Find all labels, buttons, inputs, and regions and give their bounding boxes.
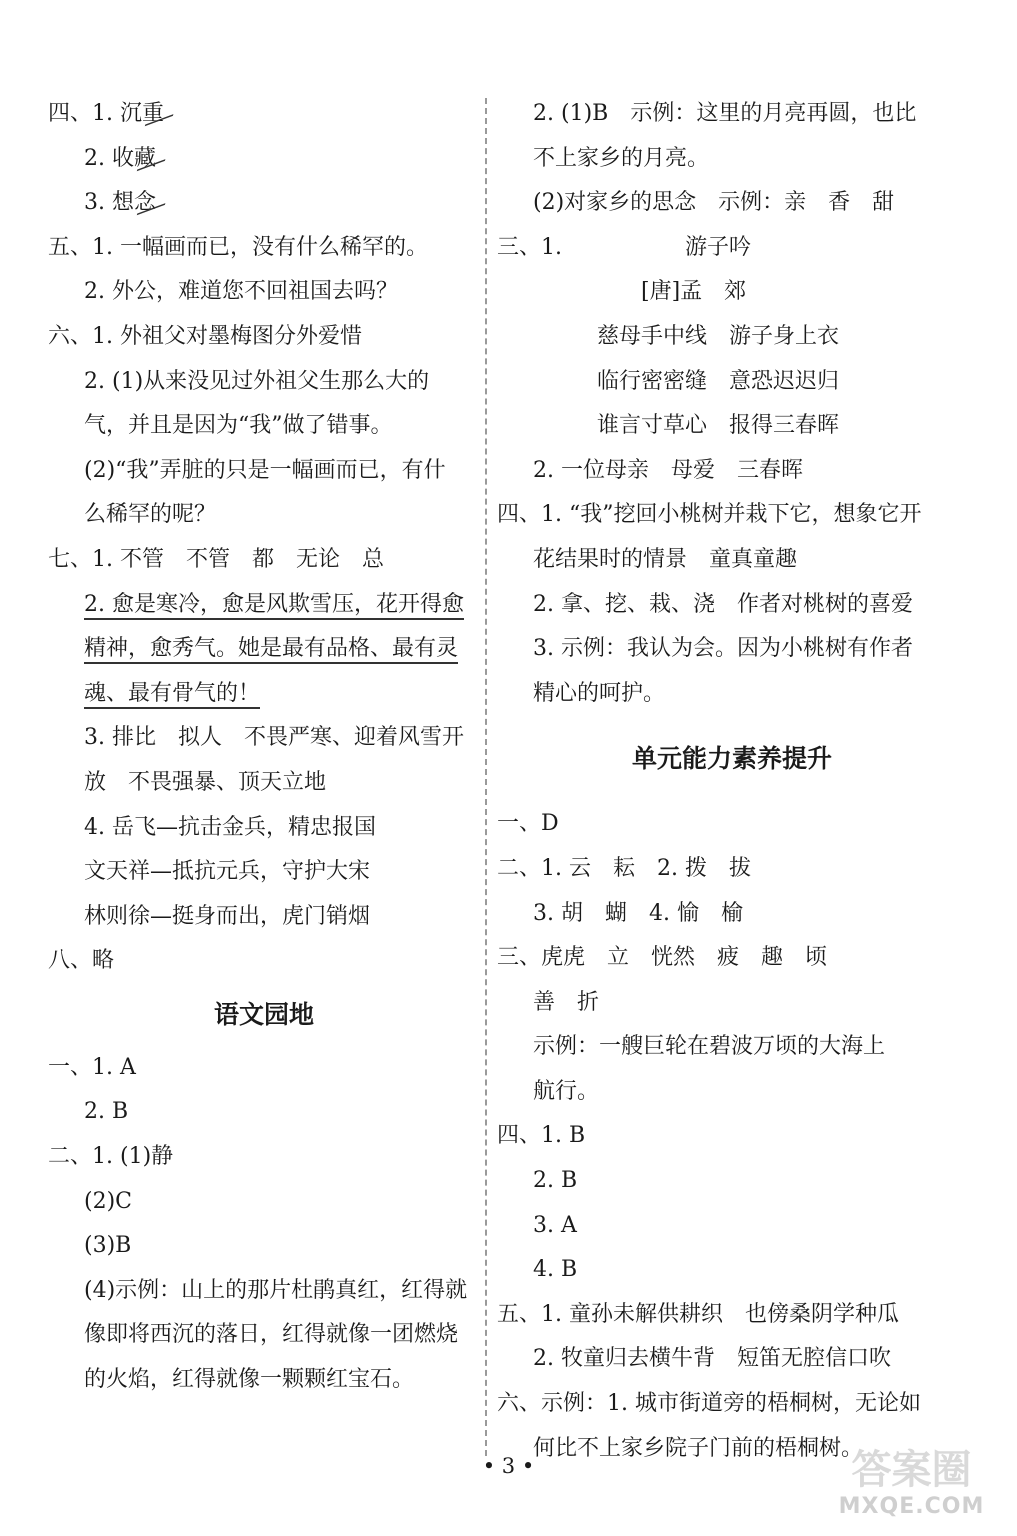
answer-line: 五、1. 一幅画而已，没有什么稀罕的。 xyxy=(48,234,428,260)
answer-line: 2. B xyxy=(84,1099,129,1125)
answer-line: 不上家乡的月亮。 xyxy=(533,145,710,171)
answer-line: 2. 愈是寒冷，愈是风欺雪压，花开得愈 xyxy=(48,583,480,628)
column-divider xyxy=(485,98,487,1456)
answer-line: 么稀罕的呢？ xyxy=(84,502,217,528)
answer-line: 3. A xyxy=(533,1212,577,1238)
left-column xyxy=(48,92,480,1403)
answer-line: 文天祥—抵抗元兵，守护大宋 xyxy=(84,859,371,885)
answer-line: 四、1. “我”挖回小桃树并栽下它，想象它开 xyxy=(497,502,922,528)
answer-line: 示例：一艘巨轮在碧波万顷的大海上 xyxy=(533,1034,886,1060)
page-number: • 3 • xyxy=(482,1454,535,1478)
answer-line: 气，并且是因为“我”做了错事。 xyxy=(84,413,393,439)
answer-line: 3. 想念 xyxy=(48,181,480,226)
answer-line: 4. B xyxy=(533,1257,578,1283)
answer-line: (2)对家乡的思念 示例：亲 香 甜 xyxy=(533,190,895,216)
answer-line: 二、1. (1)静 xyxy=(48,1144,174,1170)
answer-line: 善 折 xyxy=(533,989,600,1015)
answer-line: 二、1. 云 耘 2. 拨 拔 xyxy=(497,855,751,881)
answer-line: 2. 牧童归去横牛背 短笛无腔信口吹 xyxy=(533,1346,891,1372)
answer-line: 一、1. A xyxy=(48,1054,136,1080)
answer-line: 精神，愈秀气。她是最有品格、最有灵 xyxy=(48,627,480,672)
poem-author: [唐]孟 郊 xyxy=(641,279,747,305)
section-heading: 语文园地 xyxy=(213,999,314,1029)
answer-line: 4. 岳飞—抗击金兵，精忠报国 xyxy=(84,814,376,840)
answer-line: 2. 收藏 xyxy=(48,137,480,182)
answer-line: (3)B xyxy=(84,1233,132,1259)
answer-line: 的火焰，红得就像一颗颗红宝石。 xyxy=(84,1367,415,1393)
answer-line: (2)C xyxy=(84,1188,132,1214)
answer-line: 六、1. 外祖父对墨梅图分外爱惜 xyxy=(48,323,362,349)
answer-line: 2. B xyxy=(533,1168,578,1194)
section-heading: 单元能力素养提升 xyxy=(631,744,832,774)
answer-line: 何比不上家乡院子门前的梧桐树。 xyxy=(533,1435,864,1461)
answer-line: 2. 外公，难道您不回祖国去吗？ xyxy=(84,279,398,305)
answer-line: 魂、最有骨气的！ xyxy=(48,672,480,717)
answer-line: 一、D xyxy=(497,811,559,837)
answer-line: 四、1. B xyxy=(497,1123,586,1149)
watermark-title: 答案圈 xyxy=(851,1447,972,1493)
poem-title: 游子吟 xyxy=(685,234,752,260)
watermark xyxy=(824,1446,999,1526)
answer-line: (4)示例：山上的那片杜鹃真红，红得就 xyxy=(84,1277,468,1303)
answer-line: 四、1. 沉重 xyxy=(48,92,480,137)
answer-line: 2. (1)从来没见过外祖父生那么大的 xyxy=(84,368,430,394)
answer-line: 航行。 xyxy=(533,1078,600,1104)
answer-line: 2. 一位母亲 母爱 三春晖 xyxy=(533,457,803,483)
answer-line: 六、示例：1. 城市街道旁的梧桐树，无论如 xyxy=(497,1391,921,1417)
answer-line: 2. (1)B 示例：这里的月亮再圆，也比 xyxy=(533,101,917,126)
section-label: 三、1. xyxy=(497,234,562,260)
answer-line: 3. 排比 拟人 不畏严寒、迎着风雪开 xyxy=(84,725,464,751)
answer-line: 林则徐—挺身而出，虎门销烟 xyxy=(84,903,371,929)
answer-line: 放 不畏强暴、顶天立地 xyxy=(84,769,327,795)
answer-line: 3. 示例：我认为会。因为小桃树有作者 xyxy=(533,636,913,662)
answer-line: 八、略 xyxy=(48,948,115,974)
answer-line: 七、1. 不管 不管 都 无论 总 xyxy=(48,546,384,572)
poem-line: 慈母手中线 游子身上衣 xyxy=(597,323,840,349)
answer-line: (2)“我”弄脏的只是一幅画而已，有什 xyxy=(84,457,446,483)
answer-line: 五、1. 童孙未解供耕织 也傍桑阴学种瓜 xyxy=(497,1301,899,1327)
answer-line: 3. 胡 蝴 4. 愉 榆 xyxy=(533,900,743,926)
watermark-url: MXQE.COM xyxy=(838,1494,985,1519)
answer-line: 2. 拿、挖、栽、浇 作者对桃树的喜爱 xyxy=(533,591,913,617)
answer-line: 精心的呵护。 xyxy=(533,680,666,706)
answer-line: 像即将西沉的落日，红得就像一团燃烧 xyxy=(84,1322,459,1348)
answer-line xyxy=(497,226,967,271)
answer-line: 花结果时的情景 童真童趣 xyxy=(533,546,798,572)
poem-line: 谁言寸草心 报得三春晖 xyxy=(597,413,840,439)
right-column xyxy=(497,92,967,1471)
poem-line: 临行密密缝 意恐迟迟归 xyxy=(597,368,840,394)
answer-line: 三、虎虎 立 恍然 疲 趣 顷 xyxy=(497,945,828,971)
